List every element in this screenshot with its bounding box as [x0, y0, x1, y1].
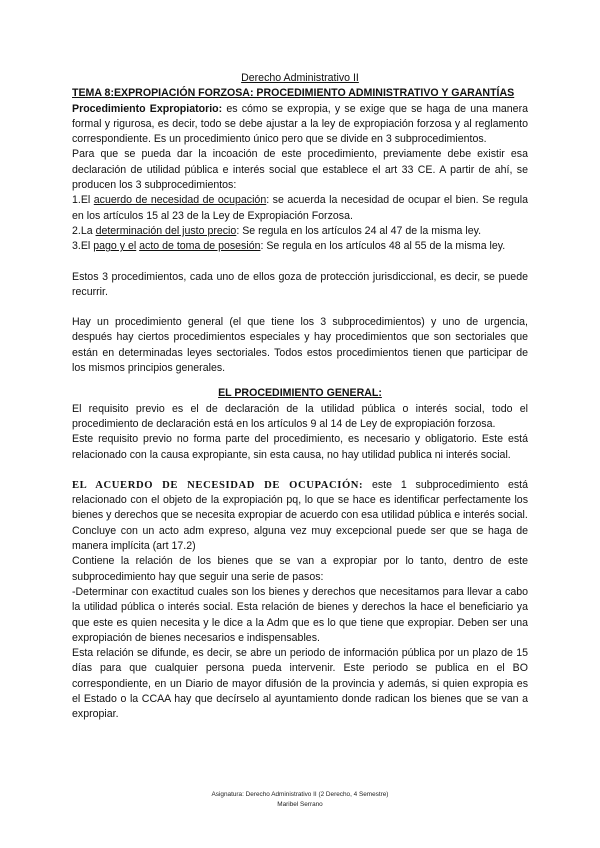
- section-acuerdo-p1: [72, 478, 528, 524]
- list-item-3-term2: acto de toma de posesión: [139, 240, 261, 253]
- list-item-3-text: : Se regula en los artículos 48 al 55 de la misma ley.: [260, 240, 506, 253]
- list-item-1: [72, 193, 528, 224]
- section-acuerdo-label: EL ACUERDO DE NECESIDAD DE OCUPACIÓN:: [72, 479, 364, 491]
- section-acuerdo-text: este 1 subprocedimiento está relacionado con el objeto de la expropiación pq, lo que se hace es identificar perfectamente los bienes y derechos que se necesita expropiar de acuerdo con esa utilidad pública e interés social.: [72, 478, 528, 522]
- document-title: TEMA 8:EXPROPIACIÓN FORZOSA: PROCEDIMIENTO ADMINISTRATIVO Y GARANTÍAS: [72, 87, 515, 100]
- list-item-3-prefix: 3.El: [72, 240, 94, 253]
- footer-subject: Asignatura: Derecho Administrativo II (2 Derecho, 4 Semestre): [211, 791, 389, 798]
- document-header: Derecho Administrativo II: [241, 72, 359, 84]
- section-general-p1: El requisito previo es el de declaración de la utilidad pública o interés social, todo el procedimiento de declaración está en los artículos 9 al 14 de Ley de expropiación forzosa.: [72, 402, 528, 430]
- intro-paragraph: [72, 102, 528, 148]
- footer-author: Maribel Serrano: [277, 801, 323, 808]
- proteccion-paragraph: Estos 3 procedimientos, cada uno de ellos goza de protección jurisdiccional, es decir, se puede recurrir.: [72, 270, 528, 298]
- incoacion-paragraph: Para que se pueda dar la incoación de este procedimiento, previamente debe existir esa declaración de utilidad pública e interés social que establece el art 33 CE. A partir de ahí, se producen los 3 subprocedimientos:: [72, 148, 528, 192]
- document-page: [72, 71, 528, 723]
- list-item-1-term: acuerdo de necesidad de ocupación: [93, 194, 267, 207]
- section-acuerdo-p4: -Determinar con exactitud cuales son los bienes y derechos que necesitamos para llevar a cabo la utilidad pública o interés social. Esta relación de bienes y derechos la hace el beneficiario ya que este es quien necesita y le dice a la Adm que es lo que tiene que expropiar. Deben ser una expropiación de bienes necesarios e indispensables.: [72, 585, 528, 644]
- list-item-2-term: determinación del justo precio: [95, 224, 237, 237]
- section-acuerdo-p5: Esta relación se difunde, es decir, se abre un periodo de información pública por un plazo de 15 días para que cualquier persona pueda intervenir. Este periodo se publica en el BO correspondiente, en un Diario de mayor difusión de la provincia y además, si quien expropia es el Estado o la CCAA hay que decírselo al ayuntamiento donde radican los bienes que se van a expropiar.: [72, 647, 528, 721]
- section-general-title: EL PROCEDIMIENTO GENERAL:: [218, 387, 382, 400]
- page-footer: [0, 790, 600, 810]
- list-item-1-text: : se acuerda la necesidad de ocupar el bien. Se regula en los artículos 15 al 23 de la Ley de Expropiación Forzosa.: [72, 194, 528, 222]
- intro-text: es cómo se expropia, y se exige que se haga de una manera formal y rigurosa, es decir, todo se debe ajustar a la ley de expropiación forzosa y al reglamento correspondiente. Es un procedimiento único pero que se divide en 3 subprocedimientos.: [72, 102, 528, 146]
- section-acuerdo-p3: Contiene la relación de los bienes que se van a expropiar por lo tanto, dentro de este subprocedimiento hay que seguir una serie de pasos:: [72, 555, 528, 583]
- list-item-2-prefix: 2.La: [72, 224, 96, 237]
- section-acuerdo-p2: Concluye con un acto adm expreso, alguna vez muy excepcional puede ser que se haga de manera implícita (art 17.2): [72, 524, 528, 553]
- list-item-1-prefix: 1.El: [72, 194, 94, 207]
- section-general-p2: Este requisito previo no forma parte del procedimiento, es necesario y obligatorio. Este está relacionado con la causa expropiante, sin esta causa, no hay utilidad publica ni interés social.: [72, 433, 528, 461]
- intro-label: Procedimiento Expropiatorio:: [72, 102, 223, 115]
- list-item-3-term1: pago y el: [93, 240, 137, 253]
- list-item-3: [72, 239, 528, 254]
- list-item-2-text: : Se regula en los artículos 24 al 47 de la misma ley.: [236, 224, 482, 237]
- list-item-2: [72, 224, 528, 239]
- tipos-paragraph: Hay un procedimiento general (el que tiene los 3 subprocedimientos) y uno de urgencia, después hay ciertos procedimientos especiales y hay procedimientos que son sectoriales que están en determinadas leyes sectoriales. Todos estos procedimientos tienen que participar de los mismos principios generales.: [72, 316, 528, 375]
